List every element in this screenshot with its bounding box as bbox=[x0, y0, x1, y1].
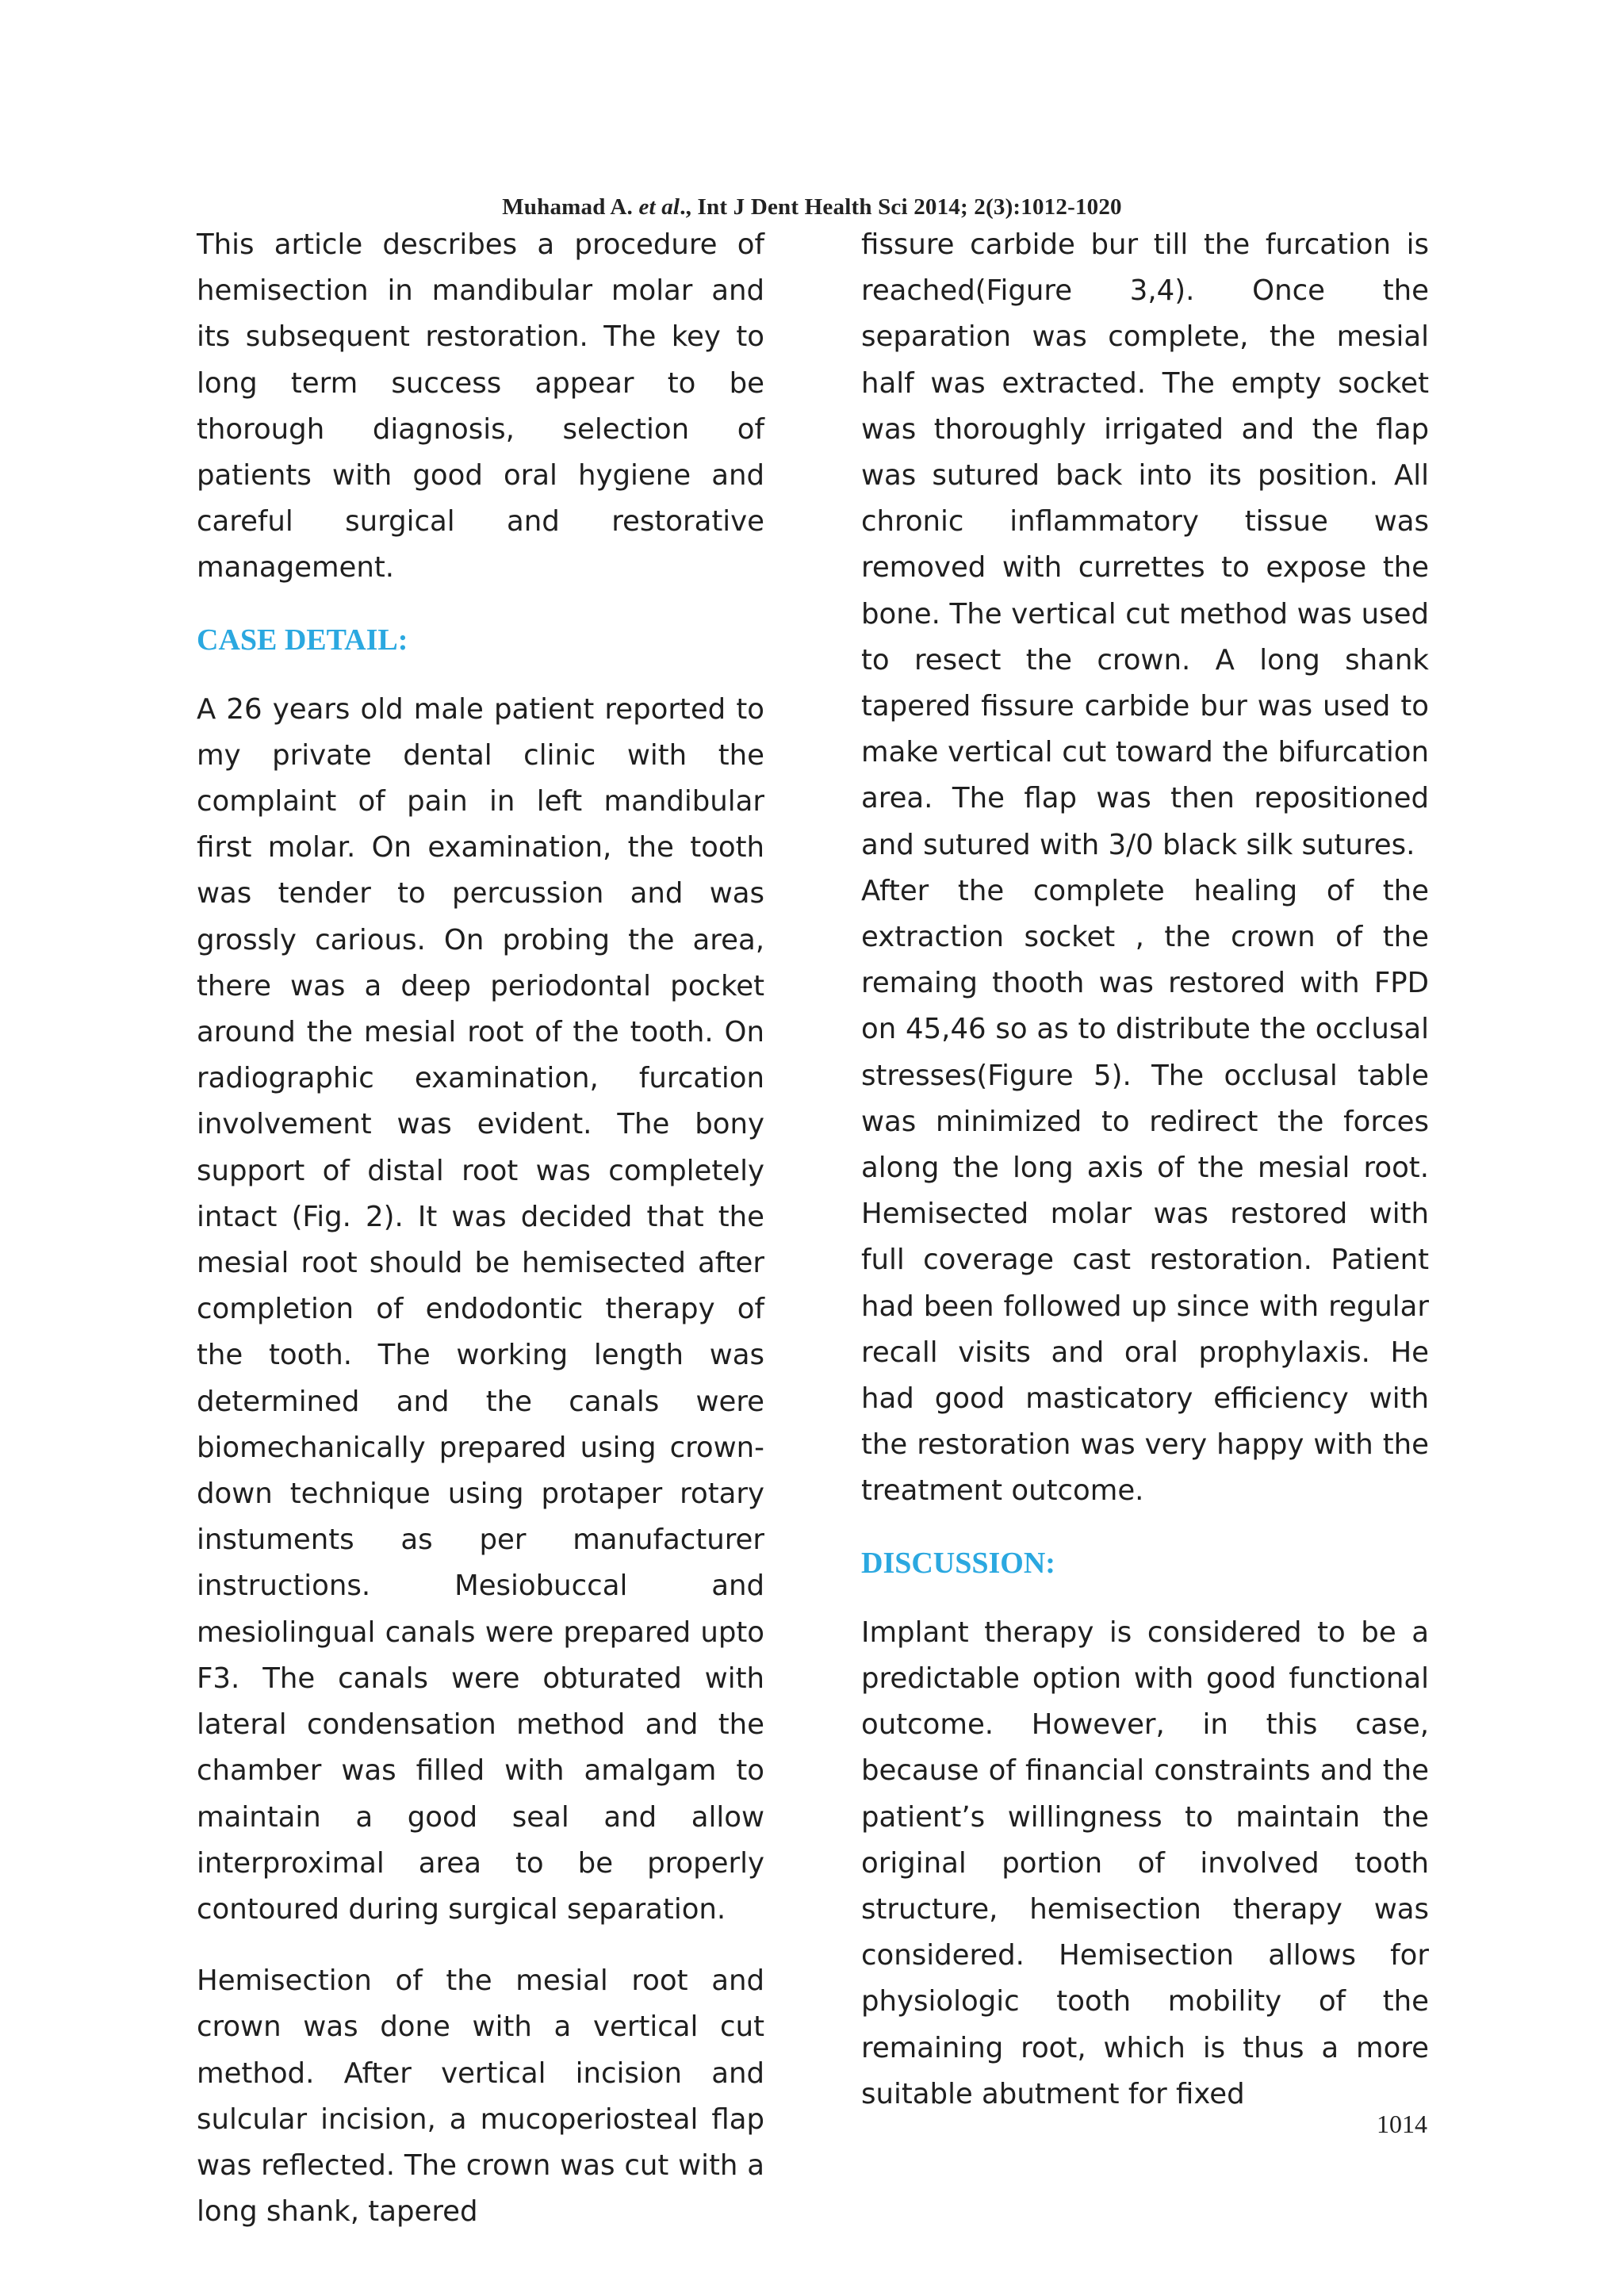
case-detail-paragraph: A 26 years old male patient reported to my private dental clinic with the complaint of pain in left mandibular first molar. On examination, the tooth was tender to percussion and was grossly carious. On probing the area, there was a deep periodontal pocket around the mesial root of the tooth. On radiographic examination, furcation involvement was evident. The bony support of distal root was completely intact (Fig. 2). It was decided that the mesial root should be hemisected after completion of endodontic therapy of the tooth. The working length was determined and the canals were biomechanically prepared using crown-down technique using protaper rotary instuments as per manufacturer instructions. Mesiobuccal and mesiolingual canals were prepared upto F3. The canals were obturated with lateral condensation method and the chamber was filled with amalgam to maintain a good seal and allow interproximal area to be properly contoured during surgical separation. bbox=[197, 692, 764, 1926]
header-journal-citation: ., Int J Dent Health Sci 2014; 2(3):1012-1020 bbox=[680, 194, 1122, 220]
discussion-heading: DISCUSSION: bbox=[861, 1546, 1055, 1580]
right-column bbox=[861, 222, 1429, 2118]
running-header bbox=[0, 194, 1624, 220]
hemisection-paragraph: Hemisection of the mesial root and crown was done with a vertical cut method. After vertical incision and sulcular incision, a mucoperiosteal flap was reflected. The crown was cut with a long shank, tapered bbox=[197, 1964, 764, 2229]
page-number: 1014 bbox=[1377, 2110, 1427, 2138]
healing-paragraph: After the complete healing of the extraction socket , the crown of the remaing thooth was restored with FPD on 45,46 so as to distribute the occlusal stresses(Figure 5). The occlusal table was minimized to redirect the forces along the long axis of the mesial root. Hemisected molar was restored with full coverage cast restoration. Patient had been followed up since with regular recall visits and oral prophylaxis. He had good masticatory efficiency with the restoration was very happy with the treatment outcome. bbox=[861, 874, 1429, 1508]
continued-paragraph: fissure carbide bur till the furcation is reached(Figure 3,4). Once the separation was complete, the mesial half was extracted. The empty socket was thoroughly irrigated and the flap was sutured back into its position. All chronic inflammatory tissue was removed with currettes to expose the bone. The vertical cut method was used to resect the crown. A long shank tapered fissure carbide bur was used to make vertical cut toward the bifurcation area. The flap was then repositioned and sutured with 3/0 black silk sutures. bbox=[861, 228, 1429, 861]
header-author: Muhamad A. bbox=[502, 194, 633, 220]
left-column bbox=[197, 222, 764, 2235]
intro-paragraph: This article describes a procedure of hemisection in mandibular molar and its subsequent restoration. The key to long term success appear to be thorough diagnosis, selection of patients with good oral hygiene and careful surgical and restorative management. bbox=[197, 228, 764, 585]
header-etal: et al bbox=[638, 194, 680, 220]
discussion-paragraph: Implant therapy is considered to be a predictable option with good functional outcome. However, in this case, because of financial constraints and the patient’s willingness to maintain the original portion of involved tooth structure, hemisection therapy was considered. Hemisection allows for physiologic tooth mobility of the remaining root, which is thus a more suitable abutment for fixed bbox=[861, 1616, 1429, 2110]
case-detail-heading: CASE DETAIL: bbox=[197, 623, 408, 657]
